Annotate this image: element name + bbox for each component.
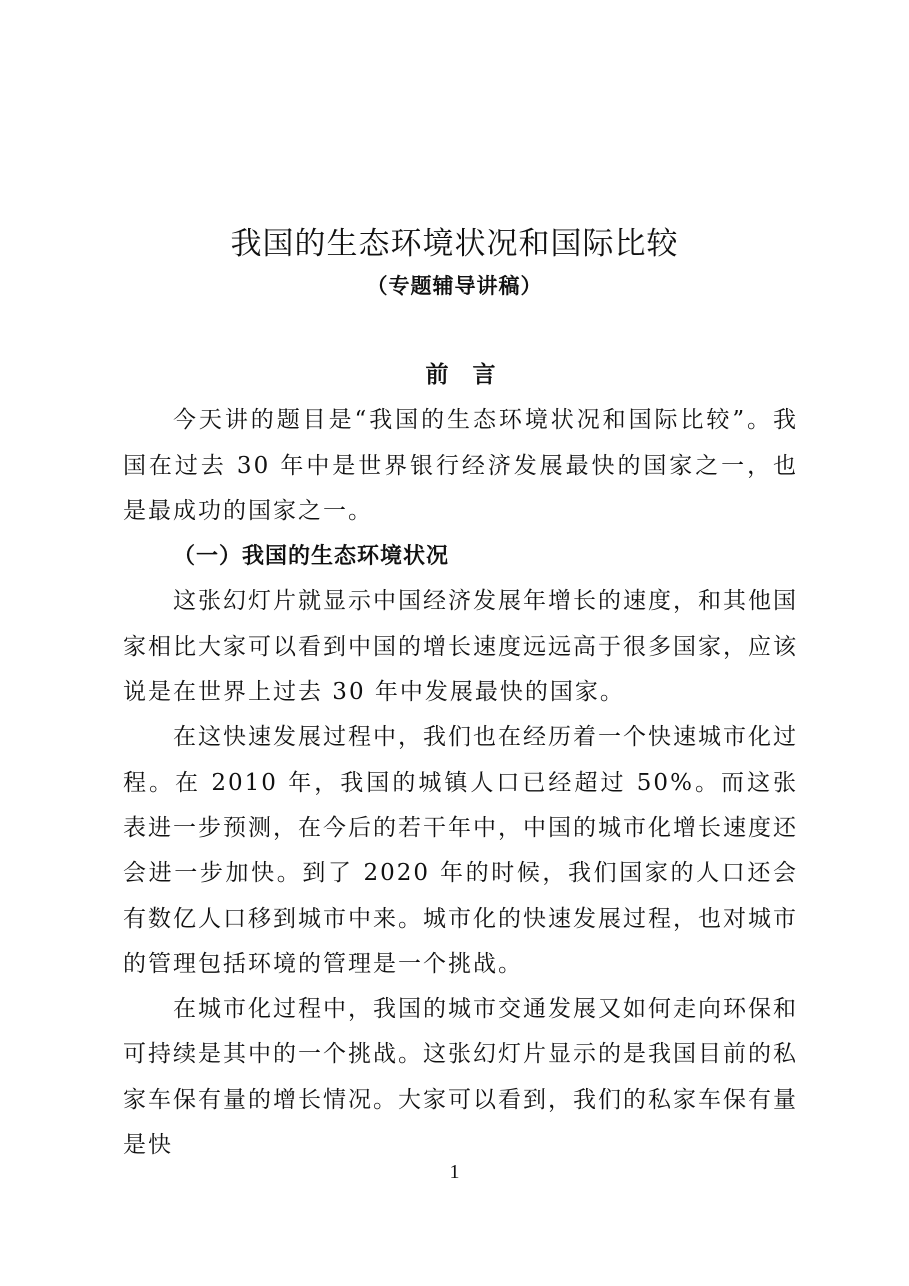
paragraph-transport: 在城市化过程中，我国的城市交通发展又如何走向环保和可持续是其中的一个挑战。这张幻灯片显示的是我国目前的私家车保有量的增长情况。大家可以看到，我们的私家车保有量是快 bbox=[123, 996, 798, 1159]
section-heading: （一）我国的生态环境状况 bbox=[173, 544, 450, 570]
paragraph-intro: 今天讲的题目是“我国的生态环境状况和国际比较”。我国在过去 30 年中是世界银行经济发展最快的国家之一，也是最成功的国家之一。 bbox=[123, 407, 798, 524]
preface-heading: 前言 bbox=[425, 362, 520, 388]
document-title: 我国的生态环境状况和国际比较 bbox=[230, 226, 679, 262]
paragraph-urbanization: 在这快速发展过程中，我们也在经历着一个快速城市化过程。在 2010 年，我国的城镇人口已经超过 50%。而这张表进一步预测，在今后的若干年中，中国的城市化增长速度还会进一步加快。到了 2020 年的时候，我们国家的人口还会有数亿人口移到城市中来。城市化的快速发展过程，也对城市的管理包括环境的管理是一个挑战。 bbox=[123, 724, 798, 977]
document-subtitle: （专题辅导讲稿） bbox=[366, 274, 543, 298]
paragraph-growth: 这张幻灯片就显示中国经济发展年增长的速度，和其他国家相比大家可以看到中国的增长速度远远高于很多国家，应该说是在世界上过去 30 年中发展最快的国家。 bbox=[123, 588, 798, 706]
document-body bbox=[123, 353, 798, 1168]
page-number: 1 bbox=[449, 1161, 460, 1183]
